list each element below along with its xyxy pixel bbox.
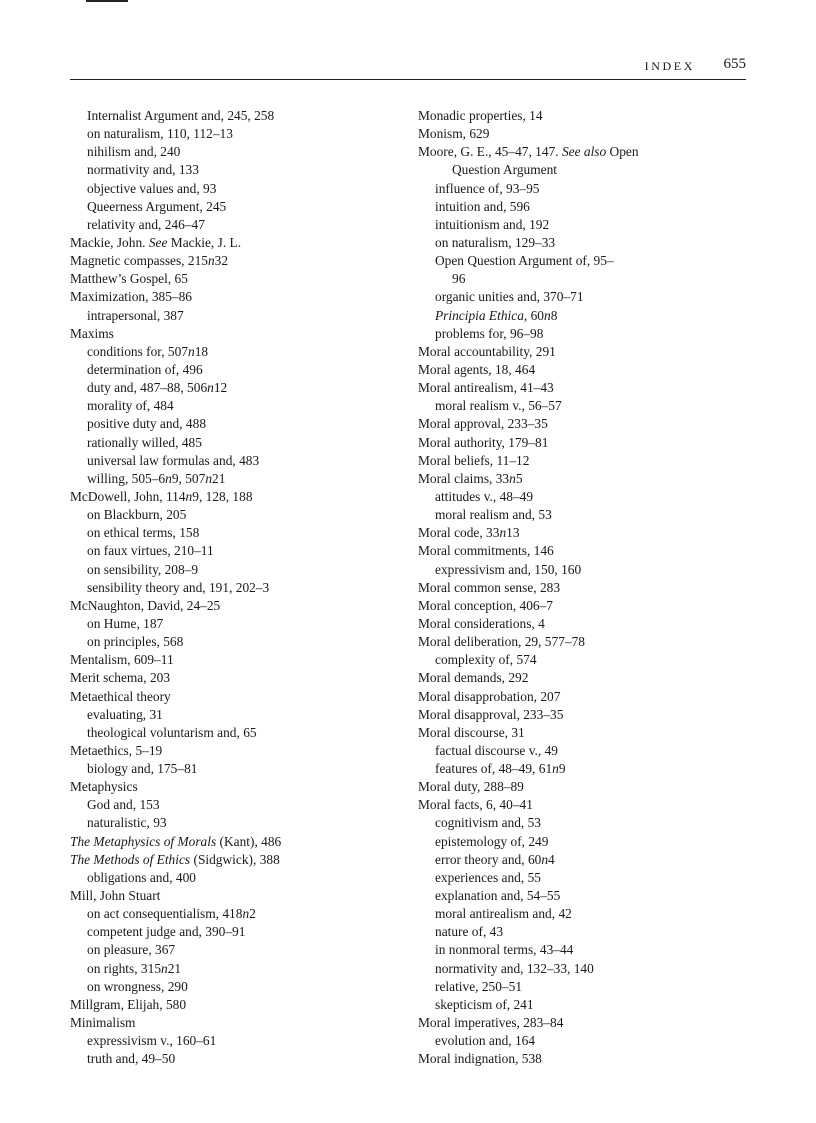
- entry-text: Open: [606, 144, 639, 160]
- entry-text: on wrongness, 290: [87, 978, 188, 994]
- index-entry: [70, 669, 410, 687]
- entry-text: on Hume, 187: [87, 615, 164, 631]
- entry-text: sensibility theory and, 191, 202–3: [87, 579, 270, 595]
- entry-text: Matthew’s Gospel, 65: [70, 271, 188, 287]
- index-entry: [418, 1050, 758, 1068]
- entry-text: duty and, 487–88, 506: [87, 380, 208, 396]
- entry-text: universal law formulas and, 483: [87, 452, 260, 468]
- index-subentry: [418, 307, 758, 325]
- entry-text: Internalist Argument and, 245, 258: [87, 108, 275, 123]
- entry-text: intrapersonal, 387: [87, 307, 184, 323]
- index-entry: [418, 143, 758, 161]
- index-subentry: [70, 542, 410, 560]
- index-subentry: [70, 506, 410, 524]
- index-subentry: [70, 978, 410, 996]
- entry-text: attitudes v., 48–49: [435, 488, 534, 504]
- index-subentry: [70, 397, 410, 415]
- entry-text: on naturalism, 110, 112–13: [87, 126, 233, 142]
- index-subentry: [418, 397, 758, 415]
- entry-text: biology and, 175–81: [87, 761, 198, 777]
- entry-text: nature of, 43: [435, 924, 504, 940]
- index-subentry: [418, 234, 758, 252]
- entry-text: epistemology of, 249: [435, 833, 549, 849]
- index-entry: [70, 833, 410, 851]
- entry-text: Maximization, 385–86: [70, 289, 192, 305]
- entry-text: Moral considerations, 4: [418, 615, 545, 631]
- index-entry: [418, 633, 758, 651]
- index-subentry: [418, 325, 758, 343]
- index-subentry: [70, 524, 410, 542]
- entry-text: Metaethical theory: [70, 688, 171, 704]
- index-subentry: [70, 1050, 410, 1068]
- entry-text: on sensibility, 208–9: [87, 561, 199, 577]
- index-subentry: [418, 252, 758, 270]
- entry-text: n: [165, 470, 172, 486]
- entry-text: error theory and, 60: [435, 851, 542, 867]
- index-subentry: [70, 180, 410, 198]
- entry-text: Moral common sense, 283: [418, 579, 561, 595]
- entry-text: complexity of, 574: [435, 652, 537, 668]
- index-subentry: [70, 724, 410, 742]
- entry-text: cognitivism and, 53: [435, 815, 542, 831]
- entry-text: Principia Ethica,: [435, 307, 528, 323]
- entry-text: n: [242, 906, 250, 922]
- entry-text: skepticism of, 241: [435, 996, 534, 1012]
- entry-text: truth and, 49–50: [87, 1051, 176, 1067]
- entry-text: n: [552, 761, 559, 777]
- entry-text: Moral indignation, 538: [418, 1051, 542, 1067]
- index-subentry: [70, 107, 410, 125]
- entry-text: n: [207, 380, 214, 396]
- index-subentry: [70, 796, 410, 814]
- index-subentry: [70, 161, 410, 179]
- index-subentry: [70, 905, 410, 923]
- entry-text: n: [188, 343, 195, 359]
- index-subentry: [70, 143, 410, 161]
- entry-text: Moral deliberation, 29, 577–78: [418, 634, 585, 650]
- index-subentry: [70, 615, 410, 633]
- entry-text: expressivism and, 150, 160: [435, 561, 582, 577]
- entry-text: factual discourse v., 49: [435, 742, 558, 758]
- entry-text: determination of, 496: [87, 361, 203, 377]
- entry-text: 12: [213, 380, 228, 396]
- entry-text: Magnetic compasses, 215: [70, 253, 208, 269]
- entry-text: moral antirealism and, 42: [435, 906, 572, 922]
- entry-text: See also: [561, 144, 607, 160]
- index-entry: [418, 379, 758, 397]
- entry-text: n: [541, 851, 549, 867]
- entry-text: Moral disapproval, 233–35: [418, 706, 564, 722]
- index-entry: [418, 579, 758, 597]
- entry-text: influence of, 93–95: [435, 180, 540, 196]
- entry-text: 9, 507: [171, 470, 206, 486]
- entry-text: relative, 250–51: [435, 978, 523, 994]
- entry-text: McNaughton, David, 24–25: [70, 597, 221, 613]
- index-subentry: [70, 960, 410, 978]
- index-subentry: [418, 941, 758, 959]
- entry-text: explanation and, 54–55: [435, 888, 561, 904]
- index-subentry: [70, 125, 410, 143]
- index-subentry: [70, 869, 410, 887]
- index-subentry: [70, 379, 410, 397]
- entry-text: 21: [167, 960, 182, 976]
- index-entry: [418, 470, 758, 488]
- entry-text: God and, 153: [87, 797, 160, 813]
- entry-text: n: [543, 307, 551, 323]
- entry-text: The Methods of Ethics: [70, 851, 191, 867]
- index-subentry: [418, 198, 758, 216]
- index-subentry: [70, 1032, 410, 1050]
- entry-text: on Blackburn, 205: [87, 507, 187, 523]
- entry-text: theological voluntarism and, 65: [87, 724, 257, 740]
- index-subentry: [418, 216, 758, 234]
- entry-text: in nonmoral terms, 43–44: [435, 942, 574, 958]
- index-subentry: [70, 361, 410, 379]
- page-header: [70, 57, 746, 79]
- index-subentry: [418, 996, 758, 1014]
- entry-text: The Metaphysics of Morals: [70, 833, 217, 849]
- entry-text: intuition and, 596: [435, 198, 530, 214]
- index-entry: [70, 851, 410, 869]
- index-entry: [418, 415, 758, 433]
- entry-text: Moral claims, 33: [418, 470, 510, 486]
- index-entry: [418, 107, 758, 125]
- index-entry: [70, 234, 410, 252]
- index-entry: [70, 996, 410, 1014]
- index-entry: [418, 524, 758, 542]
- index-subentry: [70, 470, 410, 488]
- entry-text: 13: [506, 525, 520, 541]
- index-subentry: [70, 814, 410, 832]
- index-entry: [418, 724, 758, 742]
- entry-text: Moral accountability, 291: [418, 343, 556, 359]
- entry-text: Moral authority, 179–81: [418, 434, 549, 450]
- entry-text: Question Argument: [452, 162, 558, 178]
- index-subentry: [418, 1032, 758, 1050]
- entry-text: n: [509, 470, 516, 486]
- entry-text: on pleasure, 367: [87, 942, 176, 958]
- entry-text: Moral approval, 233–35: [418, 416, 548, 432]
- index-subentry: [418, 905, 758, 923]
- index-entry: [418, 796, 758, 814]
- index-entry: [418, 1014, 758, 1032]
- index-entry: [70, 488, 410, 506]
- entry-text: 18: [194, 343, 209, 359]
- index-subentry: [418, 814, 758, 832]
- entry-text: Moral discourse, 31: [418, 724, 525, 740]
- entry-text: McDowell, John, 114: [70, 488, 186, 504]
- entry-text: 4: [548, 851, 555, 867]
- index-entry: [418, 542, 758, 560]
- index-subentry: [70, 941, 410, 959]
- entry-text: objective values and, 93: [87, 180, 217, 196]
- index-entry: [418, 669, 758, 687]
- entry-text: rationally willed, 485: [87, 434, 202, 450]
- entry-text: Millgram, Elijah, 580: [70, 996, 187, 1012]
- index-subentry: [418, 561, 758, 579]
- index-entry: [418, 452, 758, 470]
- index-entry: [70, 252, 410, 270]
- entry-text: obligations and, 400: [87, 869, 196, 885]
- entry-text: Metaethics, 5–19: [70, 742, 163, 758]
- index-subentry: [418, 651, 758, 669]
- entry-text: Mackie, John.: [70, 234, 149, 250]
- entry-text: Mentalism, 609–11: [70, 652, 174, 668]
- entry-text: evaluating, 31: [87, 706, 163, 722]
- entry-text: Moral commitments, 146: [418, 543, 554, 559]
- index-subentry: [70, 198, 410, 216]
- entry-text: on naturalism, 129–33: [435, 234, 556, 250]
- index-subentry: [70, 923, 410, 941]
- entry-text: Metaphysics: [70, 779, 138, 795]
- index-entry: [70, 742, 410, 760]
- entry-text: naturalistic, 93: [87, 815, 167, 831]
- index-subentry: [70, 343, 410, 361]
- entry-text: experiences and, 55: [435, 869, 541, 885]
- index-entry: [70, 597, 410, 615]
- index-entry: [70, 325, 410, 343]
- index-subentry: [418, 270, 758, 288]
- entry-text: 9, 128, 188: [192, 488, 253, 504]
- entry-text: on rights, 315: [87, 960, 162, 976]
- entry-text: nihilism and, 240: [87, 144, 181, 160]
- entry-text: 96: [452, 271, 466, 287]
- index-entry: [70, 651, 410, 669]
- index-subentry: [70, 706, 410, 724]
- entry-text: positive duty and, 488: [87, 416, 207, 432]
- entry-text: Moral imperatives, 283–84: [418, 1015, 564, 1031]
- entry-text: Moral conception, 406–7: [418, 597, 553, 613]
- index-entry: [418, 125, 758, 143]
- index-subentry: [418, 488, 758, 506]
- entry-text: Moral disapprobation, 207: [418, 688, 561, 704]
- index-entry: [70, 288, 410, 306]
- entry-text: Moral agents, 18, 464: [418, 361, 536, 377]
- entry-text: 60: [527, 307, 544, 323]
- entry-text: Moral beliefs, 11–12: [418, 452, 530, 468]
- index-entry: [418, 343, 758, 361]
- index-subentry: [418, 833, 758, 851]
- index-subentry: [418, 923, 758, 941]
- index-subentry: [418, 851, 758, 869]
- entry-text: normativity and, 132–33, 140: [435, 960, 594, 976]
- index-subentry: [418, 869, 758, 887]
- entry-text: Monadic properties, 14: [418, 108, 543, 123]
- entry-text: moral realism v., 56–57: [435, 398, 562, 414]
- index-subentry: [70, 633, 410, 651]
- entry-text: Minimalism: [70, 1015, 136, 1031]
- entry-text: on principles, 568: [87, 634, 184, 650]
- index-subentry: [70, 561, 410, 579]
- entry-text: Mill, John Stuart: [70, 888, 161, 904]
- index-subentry: [70, 760, 410, 778]
- entry-text: n: [185, 488, 193, 504]
- index-subentry: [70, 579, 410, 597]
- entry-text: (Sidgwick), 388: [190, 851, 280, 867]
- entry-text: Moral demands, 292: [418, 670, 529, 686]
- index-subentry: [418, 760, 758, 778]
- index-entry: [418, 434, 758, 452]
- entry-text: relativity and, 246–47: [87, 216, 205, 232]
- index-column-right: [418, 107, 758, 1068]
- entry-text: organic unities and, 370–71: [435, 289, 584, 305]
- entry-text: n: [161, 960, 168, 976]
- entry-text: expressivism v., 160–61: [87, 1033, 217, 1049]
- entry-text: intuitionism and, 192: [435, 216, 550, 232]
- entry-text: morality of, 484: [87, 398, 174, 414]
- index-subentry: [70, 434, 410, 452]
- index-entry: [418, 615, 758, 633]
- entry-text: Moral facts, 6, 40–41: [418, 797, 533, 813]
- entry-text: Maxims: [70, 325, 114, 341]
- index-subentry: [418, 887, 758, 905]
- entry-text: Open Question Argument of, 95–: [435, 253, 614, 269]
- entry-text: Mackie, J. L.: [167, 234, 242, 250]
- entry-text: n: [499, 525, 507, 541]
- index-subentry: [418, 161, 758, 179]
- entry-text: Moral antirealism, 41–43: [418, 380, 554, 396]
- index-entry: [418, 361, 758, 379]
- entry-text: n: [207, 253, 215, 269]
- index-subentry: [418, 978, 758, 996]
- index-entry: [70, 270, 410, 288]
- entry-text: (Kant), 486: [216, 833, 282, 849]
- entry-text: 32: [214, 253, 229, 269]
- entry-text: 8: [550, 307, 558, 323]
- index-subentry: [418, 960, 758, 978]
- entry-text: n: [205, 470, 213, 486]
- index-entry: [70, 688, 410, 706]
- index-subentry: [418, 288, 758, 306]
- entry-text: 9: [558, 761, 566, 777]
- index-entry: [70, 887, 410, 905]
- entry-text: 2: [249, 906, 256, 922]
- entry-text: features of, 48–49, 61: [435, 761, 553, 777]
- index-subentry: [418, 742, 758, 760]
- entry-text: problems for, 96–98: [435, 325, 544, 341]
- index-entry: [70, 1014, 410, 1032]
- index-column-left: [70, 107, 410, 1068]
- entry-text: on ethical terms, 158: [87, 525, 200, 541]
- index-subentry: [70, 216, 410, 234]
- entry-text: competent judge and, 390–91: [87, 924, 246, 940]
- index-entry: [70, 778, 410, 796]
- index-subentry: [70, 415, 410, 433]
- entry-text: Merit schema, 203: [70, 670, 171, 686]
- header-rule: [70, 79, 746, 80]
- index-subentry: [70, 452, 410, 470]
- crop-mark: [86, 0, 128, 2]
- entry-text: 21: [212, 470, 226, 486]
- entry-text: Moral duty, 288–89: [418, 779, 524, 795]
- entry-text: normativity and, 133: [87, 162, 199, 178]
- entry-text: Monism, 629: [418, 126, 490, 142]
- entry-text: conditions for, 507: [87, 343, 188, 359]
- index-entry: [418, 778, 758, 796]
- index-entry: [418, 597, 758, 615]
- entry-text: 5: [515, 470, 523, 486]
- index-subentry: [418, 180, 758, 198]
- page-number: 655: [723, 56, 746, 72]
- entry-text: willing, 505–6: [87, 470, 166, 486]
- entry-text: Moral code, 33: [418, 525, 500, 541]
- entry-text: moral realism and, 53: [435, 507, 552, 523]
- running-head: INDEX: [644, 59, 695, 73]
- index-entry: [418, 688, 758, 706]
- entry-text: Moore, G. E., 45–47, 147.: [418, 144, 562, 160]
- index-subentry: [70, 307, 410, 325]
- index-entry: [418, 706, 758, 724]
- entry-text: on act consequentialism, 418: [87, 906, 243, 922]
- entry-text: evolution and, 164: [435, 1033, 536, 1049]
- entry-text: on faux virtues, 210–11: [87, 543, 214, 559]
- index-subentry: [418, 506, 758, 524]
- entry-text: See: [148, 234, 168, 250]
- entry-text: Queerness Argument, 245: [87, 198, 227, 214]
